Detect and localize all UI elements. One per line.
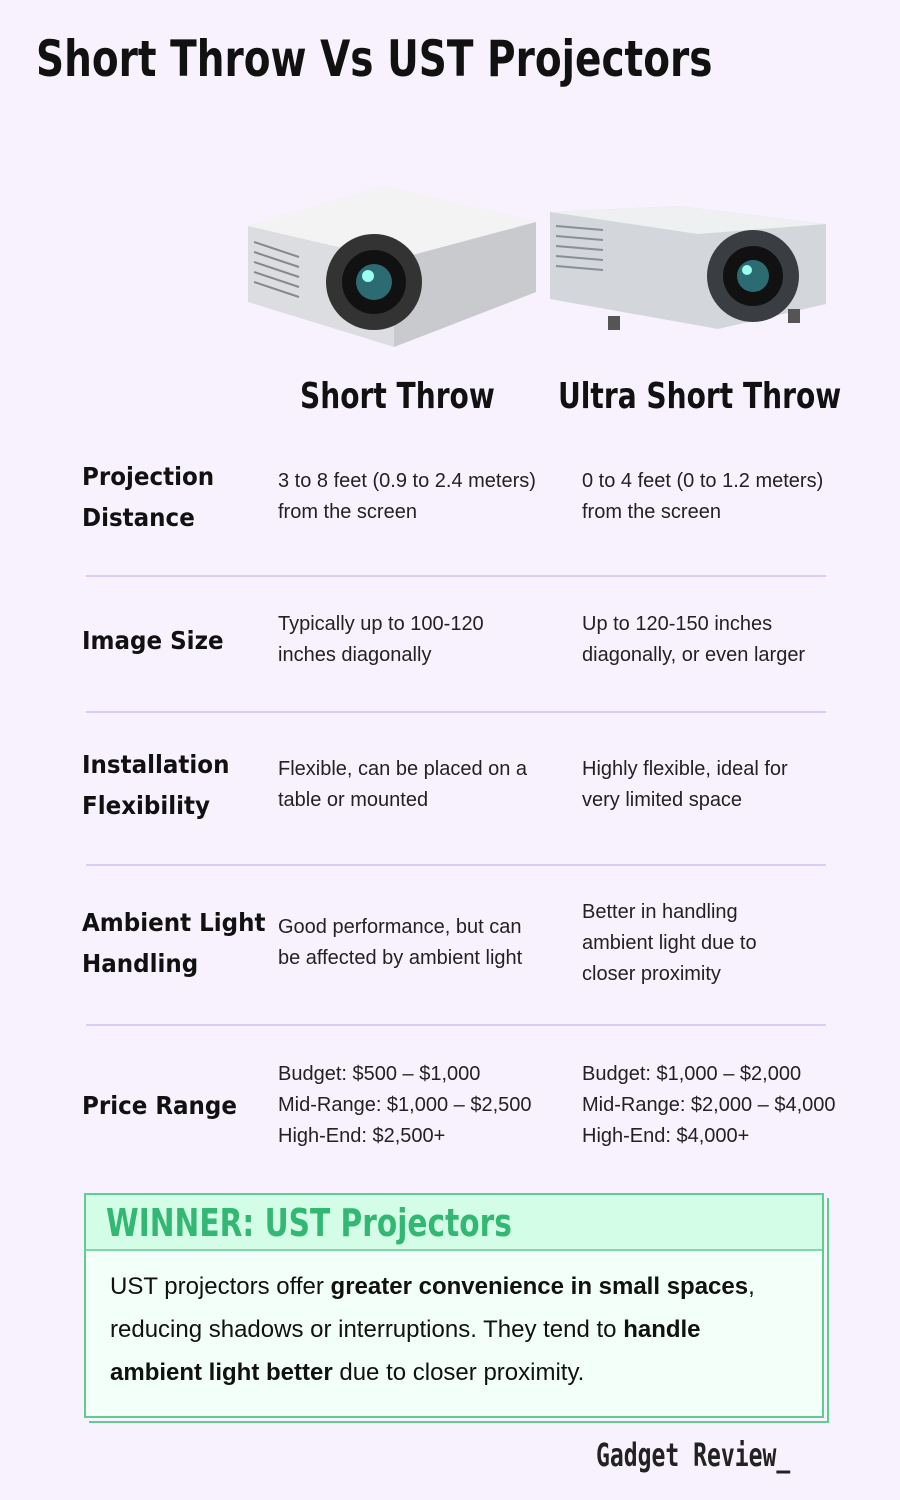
line: Price Range — [82, 1090, 238, 1120]
line: closer proximity — [582, 962, 721, 985]
short-throw-value — [278, 609, 484, 671]
line: Projection — [82, 462, 215, 491]
summary-text: UST projectors offer — [110, 1273, 331, 1300]
winner-box — [84, 1193, 824, 1418]
ust-value — [582, 609, 805, 671]
line: Handling — [82, 949, 199, 978]
summary-text: due to closer proximity. — [332, 1359, 585, 1386]
ust-value — [582, 897, 757, 990]
column-header-short-throw: Short Throw — [300, 376, 495, 417]
short-throw-value — [278, 466, 536, 528]
row-label — [82, 456, 226, 538]
summary-text: , reducing shadows or interruptions. They tend to — [110, 1273, 755, 1343]
line: Mid-Range: $2,000 – $4,000 — [582, 1093, 836, 1116]
line: Good performance, but can — [278, 916, 522, 938]
line: Flexible, can be placed on a — [278, 758, 528, 780]
line: Up to 120-150 inches — [582, 613, 773, 635]
line: from the screen — [278, 501, 417, 523]
line: Image Size — [82, 625, 224, 655]
line: 3 to 8 feet (0.9 to 2.4 meters) — [278, 470, 536, 492]
divider — [86, 575, 826, 577]
divider — [86, 1024, 826, 1026]
short-throw-value — [278, 754, 527, 816]
line: Distance — [82, 503, 195, 532]
ust-value — [582, 754, 788, 816]
ultra-short-throw-projector-image — [548, 204, 830, 346]
line: Better in handling — [582, 900, 738, 923]
line: Budget: $500 – $1,000 — [278, 1062, 481, 1085]
line: Mid-Range: $1,000 – $2,500 — [278, 1093, 532, 1116]
line: Budget: $1,000 – $2,000 — [582, 1062, 802, 1085]
line: High-End: $4,000+ — [582, 1124, 750, 1147]
winner-summary — [86, 1251, 822, 1408]
row-label — [82, 620, 236, 661]
summary-bold: greater convenience in small spaces — [330, 1273, 749, 1300]
line: diagonally, or even larger — [582, 644, 806, 666]
short-throw-value — [278, 912, 522, 974]
gadget-review-logo: Gadget Review_ — [596, 1436, 791, 1474]
line: Installation — [82, 750, 230, 779]
row-label — [82, 744, 242, 826]
line: 0 to 4 feet (0 to 1.2 meters) — [582, 470, 824, 492]
summary-bold: handle ambient light better — [110, 1316, 701, 1386]
winner-heading: WINNER: UST Projectors — [106, 1201, 512, 1245]
line: Flexibility — [82, 791, 211, 820]
row-label — [82, 1085, 250, 1126]
line: very limited space — [582, 789, 743, 811]
line: from the screen — [582, 501, 721, 523]
divider — [86, 864, 826, 866]
short-throw-value — [278, 1059, 532, 1152]
page-title: Short Throw Vs UST Projectors — [36, 30, 713, 88]
line: ambient light due to — [582, 931, 757, 954]
column-header-ultra-short-throw: Ultra Short Throw — [558, 376, 842, 417]
row-label — [82, 902, 281, 984]
line: Highly flexible, ideal for — [582, 758, 788, 780]
line: Ambient Light — [82, 908, 266, 937]
line: High-End: $2,500+ — [278, 1124, 446, 1147]
divider — [86, 711, 826, 713]
line: inches diagonally — [278, 644, 432, 666]
ust-value — [582, 466, 823, 528]
ust-value — [582, 1059, 836, 1152]
short-throw-projector-image — [244, 182, 540, 354]
line: table or mounted — [278, 789, 429, 811]
line: Typically up to 100-120 — [278, 613, 484, 635]
line: be affected by ambient light — [278, 947, 523, 969]
